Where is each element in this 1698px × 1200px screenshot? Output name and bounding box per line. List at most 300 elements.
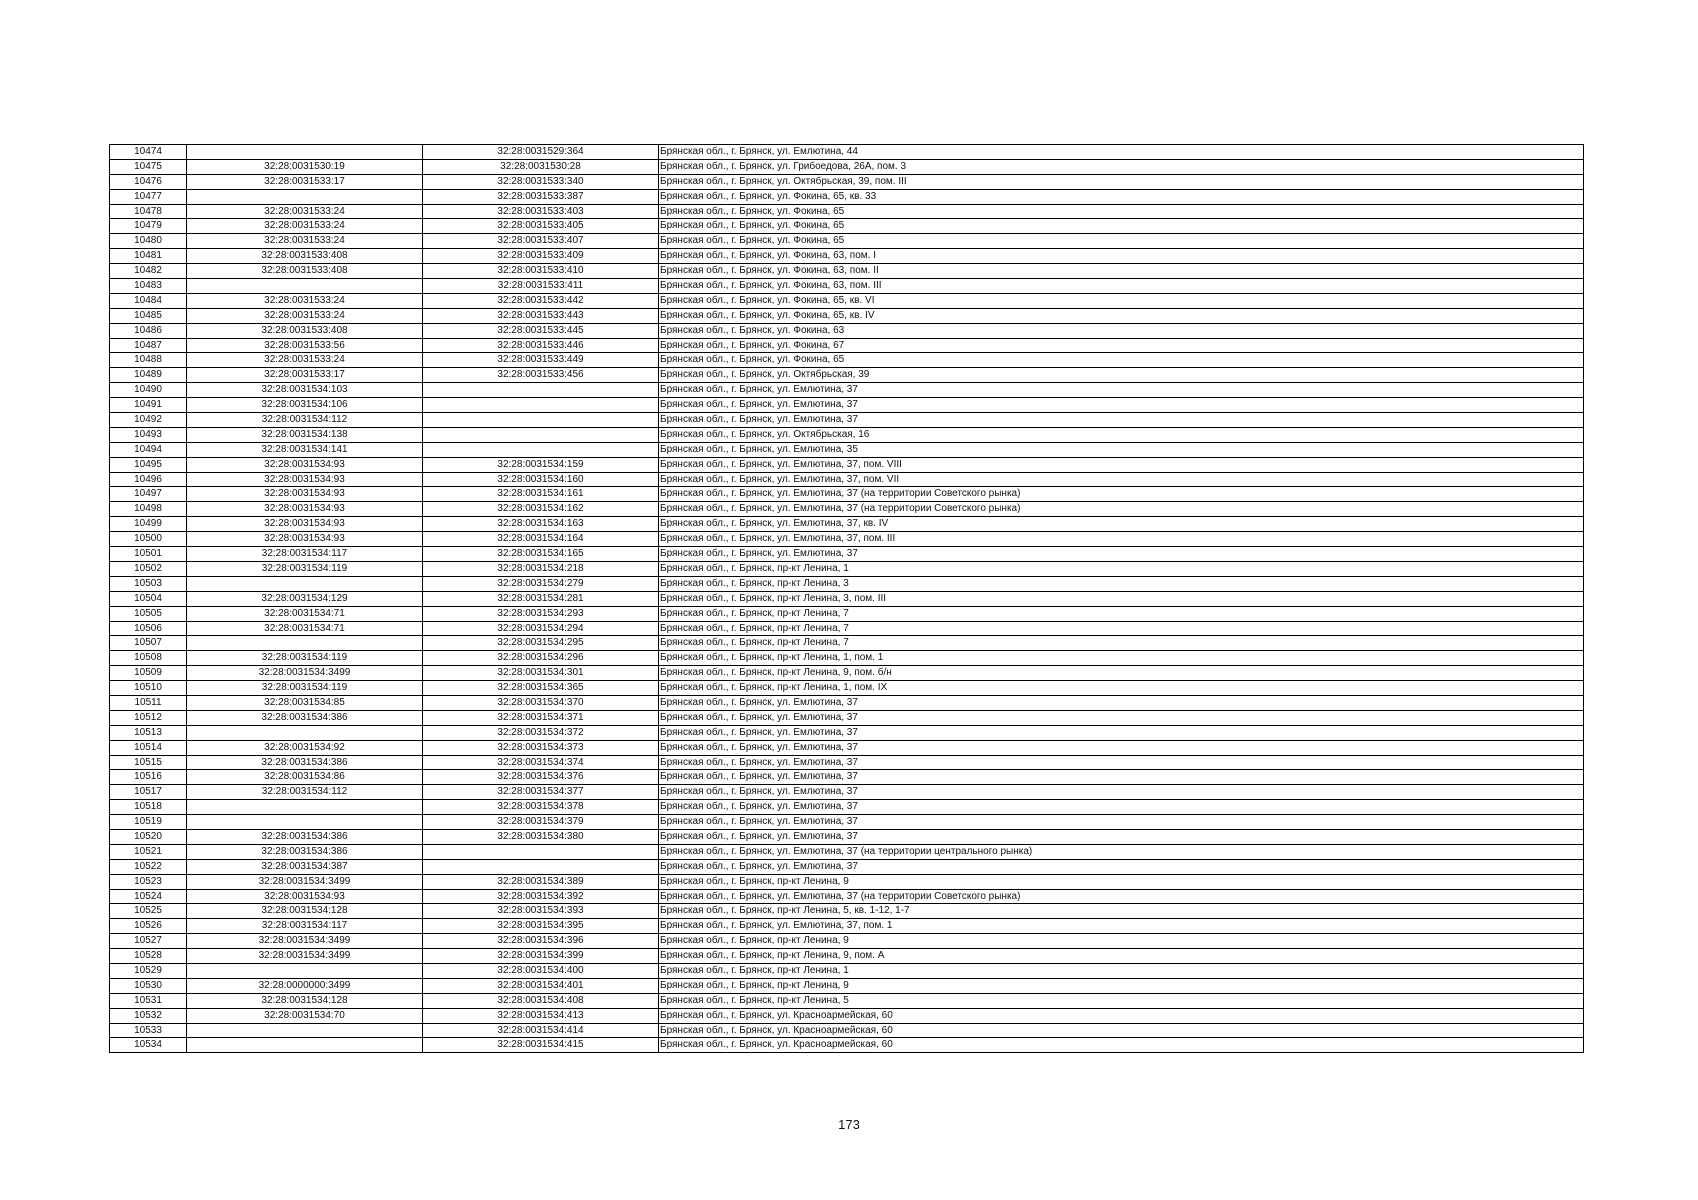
cadastral-number-cell: 32:28:0031534:279: [423, 576, 659, 591]
table-row: [110, 636, 1584, 651]
cadastral-number-cell: 32:28:0031534:295: [423, 636, 659, 651]
cadastral-number-cell: 32:28:0031534:401: [423, 978, 659, 993]
address-cell: Брянская обл., г. Брянск, ул. Емлютина, 37, кв. IV: [659, 517, 1584, 532]
cadastral-number-cell: 32:28:0031533:340: [423, 174, 659, 189]
cadastral-number-cell: 32:28:0031534:395: [423, 919, 659, 934]
parent-cadastral-number-cell: 32:28:0031534:92: [187, 740, 423, 755]
table-row: [110, 785, 1584, 800]
cadastral-number-cell: 32:28:0031533:410: [423, 264, 659, 279]
table-row: [110, 174, 1584, 189]
parent-cadastral-number-cell: 32:28:0031534:85: [187, 695, 423, 710]
address-cell: Брянская обл., г. Брянск, ул. Емлютина, 35: [659, 442, 1584, 457]
cadastral-number-cell: 32:28:0031534:161: [423, 487, 659, 502]
table-row: [110, 561, 1584, 576]
row-number-cell: 10478: [110, 204, 187, 219]
row-number-cell: 10513: [110, 725, 187, 740]
parent-cadastral-number-cell: 32:28:0031533:24: [187, 234, 423, 249]
row-number-cell: 10492: [110, 413, 187, 428]
table-row: [110, 427, 1584, 442]
address-cell: Брянская обл., г. Брянск, ул. Емлютина, 37 (на территории Советского рынка): [659, 502, 1584, 517]
table-row: [110, 770, 1584, 785]
address-cell: Брянская обл., г. Брянск, ул. Емлютина, 37: [659, 710, 1584, 725]
table-row: [110, 472, 1584, 487]
address-cell: Брянская обл., г. Брянск, ул. Емлютина, 37: [659, 398, 1584, 413]
address-cell: Брянская обл., г. Брянск, ул. Грибоедова, 26А, пом. 3: [659, 159, 1584, 174]
row-number-cell: 10476: [110, 174, 187, 189]
row-number-cell: 10494: [110, 442, 187, 457]
row-number-cell: 10506: [110, 621, 187, 636]
address-cell: Брянская обл., г. Брянск, ул. Емлютина, 37: [659, 383, 1584, 398]
cadastral-number-cell: 32:28:0031534:408: [423, 993, 659, 1008]
table-row: [110, 219, 1584, 234]
parent-cadastral-number-cell: [187, 576, 423, 591]
row-number-cell: 10521: [110, 844, 187, 859]
table-row: [110, 681, 1584, 696]
row-number-cell: 10530: [110, 978, 187, 993]
cadastral-number-cell: 32:28:0031533:442: [423, 293, 659, 308]
cadastral-number-cell: 32:28:0031534:415: [423, 1038, 659, 1053]
row-number-cell: 10516: [110, 770, 187, 785]
parent-cadastral-number-cell: 32:28:0031534:117: [187, 919, 423, 934]
parent-cadastral-number-cell: 32:28:0031534:128: [187, 993, 423, 1008]
parent-cadastral-number-cell: 32:28:0031534:70: [187, 1008, 423, 1023]
parent-cadastral-number-cell: 32:28:0031534:103: [187, 383, 423, 398]
address-cell: Брянская обл., г. Брянск, ул. Красноармейская, 60: [659, 1038, 1584, 1053]
address-cell: Брянская обл., г. Брянск, ул. Емлютина, 37, пом. III: [659, 532, 1584, 547]
parent-cadastral-number-cell: 32:28:0031533:408: [187, 249, 423, 264]
row-number-cell: 10477: [110, 189, 187, 204]
row-number-cell: 10482: [110, 264, 187, 279]
table-row: [110, 949, 1584, 964]
cadastral-number-cell: 32:28:0031533:409: [423, 249, 659, 264]
cadastral-number-cell: 32:28:0031534:374: [423, 755, 659, 770]
row-number-cell: 10505: [110, 606, 187, 621]
table-row: [110, 249, 1584, 264]
address-cell: Брянская обл., г. Брянск, ул. Емлютина, 37: [659, 413, 1584, 428]
parent-cadastral-number-cell: 32:28:0031534:93: [187, 472, 423, 487]
parent-cadastral-number-cell: 32:28:0031534:386: [187, 844, 423, 859]
table-row: [110, 919, 1584, 934]
cadastral-number-cell: 32:28:0031534:162: [423, 502, 659, 517]
address-cell: Брянская обл., г. Брянск, ул. Октябрьская, 39, пом. III: [659, 174, 1584, 189]
cadastral-number-cell: 32:28:0031534:413: [423, 1008, 659, 1023]
address-cell: Брянская обл., г. Брянск, ул. Емлютина, 37: [659, 770, 1584, 785]
table-row: [110, 695, 1584, 710]
address-cell: Брянская обл., г. Брянск, ул. Октябрьская, 39: [659, 368, 1584, 383]
table-row: [110, 710, 1584, 725]
parent-cadastral-number-cell: 32:28:0031534:3499: [187, 934, 423, 949]
parent-cadastral-number-cell: 32:28:0031534:3499: [187, 874, 423, 889]
table-row: [110, 651, 1584, 666]
table-row: [110, 1008, 1584, 1023]
row-number-cell: 10498: [110, 502, 187, 517]
address-cell: Брянская обл., г. Брянск, ул. Фокина, 65: [659, 219, 1584, 234]
row-number-cell: 10481: [110, 249, 187, 264]
table-row: [110, 457, 1584, 472]
table-row: [110, 829, 1584, 844]
cadastral-number-cell: 32:28:0031534:164: [423, 532, 659, 547]
row-number-cell: 10523: [110, 874, 187, 889]
parent-cadastral-number-cell: 32:28:0031534:119: [187, 561, 423, 576]
address-cell: Брянская обл., г. Брянск, ул. Фокина, 63: [659, 323, 1584, 338]
address-cell: Брянская обл., г. Брянск, ул. Емлютина, 37: [659, 755, 1584, 770]
table-row: [110, 189, 1584, 204]
table-row: [110, 323, 1584, 338]
cadastral-number-cell: 32:28:0031534:392: [423, 889, 659, 904]
row-number-cell: 10495: [110, 457, 187, 472]
cadastral-number-cell: 32:28:0031534:373: [423, 740, 659, 755]
table-row: [110, 755, 1584, 770]
cadastral-number-cell: 32:28:0031533:387: [423, 189, 659, 204]
address-cell: Брянская обл., г. Брянск, пр-кт Ленина, 9: [659, 978, 1584, 993]
table-row: [110, 978, 1584, 993]
parent-cadastral-number-cell: 32:28:0031534:386: [187, 755, 423, 770]
parent-cadastral-number-cell: 32:28:0031533:17: [187, 174, 423, 189]
address-cell: Брянская обл., г. Брянск, ул. Емлютина, 37: [659, 785, 1584, 800]
row-number-cell: 10525: [110, 904, 187, 919]
parent-cadastral-number-cell: [187, 636, 423, 651]
registry-table: [109, 144, 1584, 1053]
parent-cadastral-number-cell: 32:28:0031533:24: [187, 308, 423, 323]
cadastral-number-cell: 32:28:0031534:296: [423, 651, 659, 666]
table-row: [110, 383, 1584, 398]
cadastral-number-cell: 32:28:0031534:160: [423, 472, 659, 487]
parent-cadastral-number-cell: 32:28:0031534:71: [187, 606, 423, 621]
address-cell: Брянская обл., г. Брянск, ул. Емлютина, 37, пом. VII: [659, 472, 1584, 487]
cadastral-number-cell: 32:28:0031534:400: [423, 963, 659, 978]
table-row: [110, 517, 1584, 532]
address-cell: Брянская обл., г. Брянск, пр-кт Ленина, 1: [659, 561, 1584, 576]
parent-cadastral-number-cell: [187, 1023, 423, 1038]
parent-cadastral-number-cell: 32:28:0031534:93: [187, 502, 423, 517]
table-row: [110, 368, 1584, 383]
address-cell: Брянская обл., г. Брянск, пр-кт Ленина, 9: [659, 934, 1584, 949]
parent-cadastral-number-cell: [187, 279, 423, 294]
parent-cadastral-number-cell: 32:28:0031534:129: [187, 591, 423, 606]
table-row: [110, 308, 1584, 323]
cadastral-number-cell: [423, 383, 659, 398]
row-number-cell: 10514: [110, 740, 187, 755]
row-number-cell: 10520: [110, 829, 187, 844]
cadastral-number-cell: 32:28:0031534:218: [423, 561, 659, 576]
row-number-cell: 10475: [110, 159, 187, 174]
address-cell: Брянская обл., г. Брянск, пр-кт Ленина, 7: [659, 636, 1584, 651]
table-row: [110, 815, 1584, 830]
table-row: [110, 889, 1584, 904]
table-row: [110, 874, 1584, 889]
table-row: [110, 576, 1584, 591]
cadastral-number-cell: 32:28:0031534:159: [423, 457, 659, 472]
cadastral-number-cell: 32:28:0031534:165: [423, 547, 659, 562]
table-row: [110, 800, 1584, 815]
cadastral-number-cell: 32:28:0031534:281: [423, 591, 659, 606]
address-cell: Брянская обл., г. Брянск, ул. Фокина, 65, кв. VI: [659, 293, 1584, 308]
row-number-cell: 10534: [110, 1038, 187, 1053]
address-cell: Брянская обл., г. Брянск, ул. Фокина, 63, пом. I: [659, 249, 1584, 264]
parent-cadastral-number-cell: 32:28:0031534:93: [187, 457, 423, 472]
row-number-cell: 10500: [110, 532, 187, 547]
row-number-cell: 10510: [110, 681, 187, 696]
address-cell: Брянская обл., г. Брянск, пр-кт Ленина, 1: [659, 963, 1584, 978]
row-number-cell: 10528: [110, 949, 187, 964]
cadastral-number-cell: 32:28:0031533:411: [423, 279, 659, 294]
cadastral-number-cell: 32:28:0031534:393: [423, 904, 659, 919]
parent-cadastral-number-cell: 32:28:0031533:408: [187, 323, 423, 338]
parent-cadastral-number-cell: 32:28:0031534:112: [187, 785, 423, 800]
row-number-cell: 10509: [110, 666, 187, 681]
row-number-cell: 10519: [110, 815, 187, 830]
parent-cadastral-number-cell: 32:28:0031533:24: [187, 219, 423, 234]
row-number-cell: 10496: [110, 472, 187, 487]
cadastral-number-cell: 32:28:0031533:407: [423, 234, 659, 249]
parent-cadastral-number-cell: 32:28:0031534:386: [187, 829, 423, 844]
cadastral-number-cell: 32:28:0031534:293: [423, 606, 659, 621]
parent-cadastral-number-cell: 32:28:0031534:86: [187, 770, 423, 785]
parent-cadastral-number-cell: 32:28:0031534:128: [187, 904, 423, 919]
parent-cadastral-number-cell: 32:28:0031534:119: [187, 681, 423, 696]
cadastral-number-cell: 32:28:0031533:443: [423, 308, 659, 323]
row-number-cell: 10491: [110, 398, 187, 413]
parent-cadastral-number-cell: 32:28:0031534:117: [187, 547, 423, 562]
row-number-cell: 10529: [110, 963, 187, 978]
address-cell: Брянская обл., г. Брянск, ул. Фокина, 65, кв. 33: [659, 189, 1584, 204]
cadastral-number-cell: [423, 859, 659, 874]
row-number-cell: 10474: [110, 145, 187, 160]
address-cell: Брянская обл., г. Брянск, пр-кт Ленина, 1, пом. 1: [659, 651, 1584, 666]
address-cell: Брянская обл., г. Брянск, ул. Красноармейская, 60: [659, 1008, 1584, 1023]
table-row: [110, 234, 1584, 249]
table-row: [110, 621, 1584, 636]
parent-cadastral-number-cell: [187, 1038, 423, 1053]
address-cell: Брянская обл., г. Брянск, ул. Октябрьская, 16: [659, 427, 1584, 442]
parent-cadastral-number-cell: [187, 725, 423, 740]
cadastral-number-cell: 32:28:0031534:372: [423, 725, 659, 740]
address-cell: Брянская обл., г. Брянск, ул. Емлютина, 37: [659, 829, 1584, 844]
table-row: [110, 145, 1584, 160]
row-number-cell: 10485: [110, 308, 187, 323]
parent-cadastral-number-cell: 32:28:0031534:93: [187, 889, 423, 904]
table-row: [110, 413, 1584, 428]
parent-cadastral-number-cell: 32:28:0031533:24: [187, 293, 423, 308]
cadastral-number-cell: 32:28:0031534:378: [423, 800, 659, 815]
row-number-cell: 10512: [110, 710, 187, 725]
address-cell: Брянская обл., г. Брянск, пр-кт Ленина, 5: [659, 993, 1584, 1008]
row-number-cell: 10499: [110, 517, 187, 532]
cadastral-number-cell: 32:28:0031534:396: [423, 934, 659, 949]
table-row: [110, 264, 1584, 279]
table-row: [110, 740, 1584, 755]
cadastral-number-cell: 32:28:0031534:163: [423, 517, 659, 532]
address-cell: Брянская обл., г. Брянск, пр-кт Ленина, 5, кв. 1-12, 1-7: [659, 904, 1584, 919]
cadastral-number-cell: 32:28:0031534:371: [423, 710, 659, 725]
parent-cadastral-number-cell: [187, 963, 423, 978]
row-number-cell: 10483: [110, 279, 187, 294]
table-row: [110, 532, 1584, 547]
parent-cadastral-number-cell: 32:28:0031534:3499: [187, 949, 423, 964]
table-row: [110, 547, 1584, 562]
table-row: [110, 338, 1584, 353]
address-cell: Брянская обл., г. Брянск, ул. Фокина, 63, пом. III: [659, 279, 1584, 294]
row-number-cell: 10533: [110, 1023, 187, 1038]
address-cell: Брянская обл., г. Брянск, ул. Фокина, 65: [659, 204, 1584, 219]
cadastral-number-cell: 32:28:0031534:376: [423, 770, 659, 785]
row-number-cell: 10526: [110, 919, 187, 934]
table-row: [110, 993, 1584, 1008]
parent-cadastral-number-cell: 32:28:0031533:17: [187, 368, 423, 383]
table-row: [110, 859, 1584, 874]
cadastral-number-cell: [423, 413, 659, 428]
row-number-cell: 10493: [110, 427, 187, 442]
row-number-cell: 10522: [110, 859, 187, 874]
row-number-cell: 10518: [110, 800, 187, 815]
parent-cadastral-number-cell: [187, 145, 423, 160]
parent-cadastral-number-cell: 32:28:0031533:24: [187, 353, 423, 368]
table-row: [110, 1023, 1584, 1038]
address-cell: Брянская обл., г. Брянск, ул. Емлютина, 37: [659, 815, 1584, 830]
cadastral-number-cell: 32:28:0031533:405: [423, 219, 659, 234]
table-row: [110, 844, 1584, 859]
row-number-cell: 10503: [110, 576, 187, 591]
table-row: [110, 502, 1584, 517]
table-row: [110, 591, 1584, 606]
address-cell: Брянская обл., г. Брянск, пр-кт Ленина, 7: [659, 621, 1584, 636]
table-row: [110, 353, 1584, 368]
row-number-cell: 10486: [110, 323, 187, 338]
row-number-cell: 10524: [110, 889, 187, 904]
address-cell: Брянская обл., г. Брянск, ул. Емлютина, 37 (на территории центрального рынка): [659, 844, 1584, 859]
address-cell: Брянская обл., г. Брянск, ул. Емлютина, 37, пом. VIII: [659, 457, 1584, 472]
cadastral-number-cell: 32:28:0031534:377: [423, 785, 659, 800]
cadastral-number-cell: [423, 398, 659, 413]
table-row: [110, 279, 1584, 294]
row-number-cell: 10531: [110, 993, 187, 1008]
address-cell: Брянская обл., г. Брянск, ул. Емлютина, 37: [659, 859, 1584, 874]
address-cell: Брянская обл., г. Брянск, ул. Емлютина, 37: [659, 695, 1584, 710]
cadastral-number-cell: 32:28:0031533:456: [423, 368, 659, 383]
row-number-cell: 10508: [110, 651, 187, 666]
address-cell: Брянская обл., г. Брянск, ул. Фокина, 65: [659, 234, 1584, 249]
cadastral-number-cell: 32:28:0031530:28: [423, 159, 659, 174]
table-row: [110, 963, 1584, 978]
cadastral-number-cell: [423, 844, 659, 859]
parent-cadastral-number-cell: 32:28:0031534:141: [187, 442, 423, 457]
parent-cadastral-number-cell: 32:28:0031534:93: [187, 487, 423, 502]
address-cell: Брянская обл., г. Брянск, пр-кт Ленина, 3, пом. III: [659, 591, 1584, 606]
row-number-cell: 10497: [110, 487, 187, 502]
address-cell: Брянская обл., г. Брянск, ул. Емлютина, 37 (на территории Советского рынка): [659, 487, 1584, 502]
table-row: [110, 934, 1584, 949]
table-row: [110, 159, 1584, 174]
row-number-cell: 10517: [110, 785, 187, 800]
row-number-cell: 10479: [110, 219, 187, 234]
parent-cadastral-number-cell: 32:28:0031534:71: [187, 621, 423, 636]
table-row: [110, 1038, 1584, 1053]
parent-cadastral-number-cell: 32:28:0031534:93: [187, 517, 423, 532]
table-row: [110, 904, 1584, 919]
address-cell: Брянская обл., г. Брянск, пр-кт Ленина, 1, пом. IX: [659, 681, 1584, 696]
cadastral-number-cell: 32:28:0031533:445: [423, 323, 659, 338]
address-cell: Брянская обл., г. Брянск, ул. Емлютина, 44: [659, 145, 1584, 160]
cadastral-number-cell: 32:28:0031533:449: [423, 353, 659, 368]
address-cell: Брянская обл., г. Брянск, ул. Емлютина, 37 (на территории Советского рынка): [659, 889, 1584, 904]
table-row: [110, 606, 1584, 621]
parent-cadastral-number-cell: [187, 800, 423, 815]
table-row: [110, 442, 1584, 457]
row-number-cell: 10502: [110, 561, 187, 576]
cadastral-number-cell: [423, 427, 659, 442]
cadastral-number-cell: 32:28:0031533:403: [423, 204, 659, 219]
row-number-cell: 10489: [110, 368, 187, 383]
table-row: [110, 725, 1584, 740]
cadastral-number-cell: 32:28:0031534:301: [423, 666, 659, 681]
parent-cadastral-number-cell: 32:28:0031533:56: [187, 338, 423, 353]
parent-cadastral-number-cell: 32:28:0031534:387: [187, 859, 423, 874]
row-number-cell: 10490: [110, 383, 187, 398]
table-row: [110, 666, 1584, 681]
row-number-cell: 10480: [110, 234, 187, 249]
parent-cadastral-number-cell: 32:28:0031534:112: [187, 413, 423, 428]
cadastral-number-cell: 32:28:0031534:370: [423, 695, 659, 710]
parent-cadastral-number-cell: 32:28:0031530:19: [187, 159, 423, 174]
parent-cadastral-number-cell: 32:28:0000000:3499: [187, 978, 423, 993]
row-number-cell: 10504: [110, 591, 187, 606]
cadastral-number-cell: 32:28:0031534:399: [423, 949, 659, 964]
row-number-cell: 10507: [110, 636, 187, 651]
address-cell: Брянская обл., г. Брянск, ул. Красноармейская, 60: [659, 1023, 1584, 1038]
address-cell: Брянская обл., г. Брянск, пр-кт Ленина, 9, пом. А: [659, 949, 1584, 964]
row-number-cell: 10527: [110, 934, 187, 949]
table-row: [110, 487, 1584, 502]
address-cell: Брянская обл., г. Брянск, пр-кт Ленина, 9, пом. б/н: [659, 666, 1584, 681]
row-number-cell: 10511: [110, 695, 187, 710]
page-number: 173: [838, 1117, 860, 1132]
address-cell: Брянская обл., г. Брянск, ул. Емлютина, 37: [659, 725, 1584, 740]
row-number-cell: 10484: [110, 293, 187, 308]
parent-cadastral-number-cell: 32:28:0031534:3499: [187, 666, 423, 681]
cadastral-number-cell: 32:28:0031533:446: [423, 338, 659, 353]
row-number-cell: 10488: [110, 353, 187, 368]
row-number-cell: 10487: [110, 338, 187, 353]
cadastral-number-cell: 32:28:0031534:379: [423, 815, 659, 830]
row-number-cell: 10501: [110, 547, 187, 562]
cadastral-number-cell: 32:28:0031534:380: [423, 829, 659, 844]
table-row: [110, 398, 1584, 413]
parent-cadastral-number-cell: [187, 189, 423, 204]
row-number-cell: 10532: [110, 1008, 187, 1023]
table-row: [110, 293, 1584, 308]
cadastral-number-cell: 32:28:0031534:414: [423, 1023, 659, 1038]
row-number-cell: 10515: [110, 755, 187, 770]
address-cell: Брянская обл., г. Брянск, ул. Емлютина, 37: [659, 740, 1584, 755]
address-cell: Брянская обл., г. Брянск, пр-кт Ленина, 3: [659, 576, 1584, 591]
address-cell: Брянская обл., г. Брянск, ул. Фокина, 65, кв. IV: [659, 308, 1584, 323]
cadastral-number-cell: 32:28:0031529:364: [423, 145, 659, 160]
parent-cadastral-number-cell: 32:28:0031534:386: [187, 710, 423, 725]
table-row: [110, 204, 1584, 219]
address-cell: Брянская обл., г. Брянск, ул. Фокина, 63, пом. II: [659, 264, 1584, 279]
cadastral-number-cell: 32:28:0031534:389: [423, 874, 659, 889]
parent-cadastral-number-cell: 32:28:0031534:119: [187, 651, 423, 666]
parent-cadastral-number-cell: [187, 815, 423, 830]
address-cell: Брянская обл., г. Брянск, ул. Фокина, 67: [659, 338, 1584, 353]
address-cell: Брянская обл., г. Брянск, ул. Емлютина, 37, пом. 1: [659, 919, 1584, 934]
parent-cadastral-number-cell: 32:28:0031534:106: [187, 398, 423, 413]
address-cell: Брянская обл., г. Брянск, пр-кт Ленина, 7: [659, 606, 1584, 621]
parent-cadastral-number-cell: 32:28:0031534:93: [187, 532, 423, 547]
address-cell: Брянская обл., г. Брянск, ул. Емлютина, 37: [659, 547, 1584, 562]
parent-cadastral-number-cell: 32:28:0031533:408: [187, 264, 423, 279]
registry-table-body: [110, 145, 1584, 1053]
